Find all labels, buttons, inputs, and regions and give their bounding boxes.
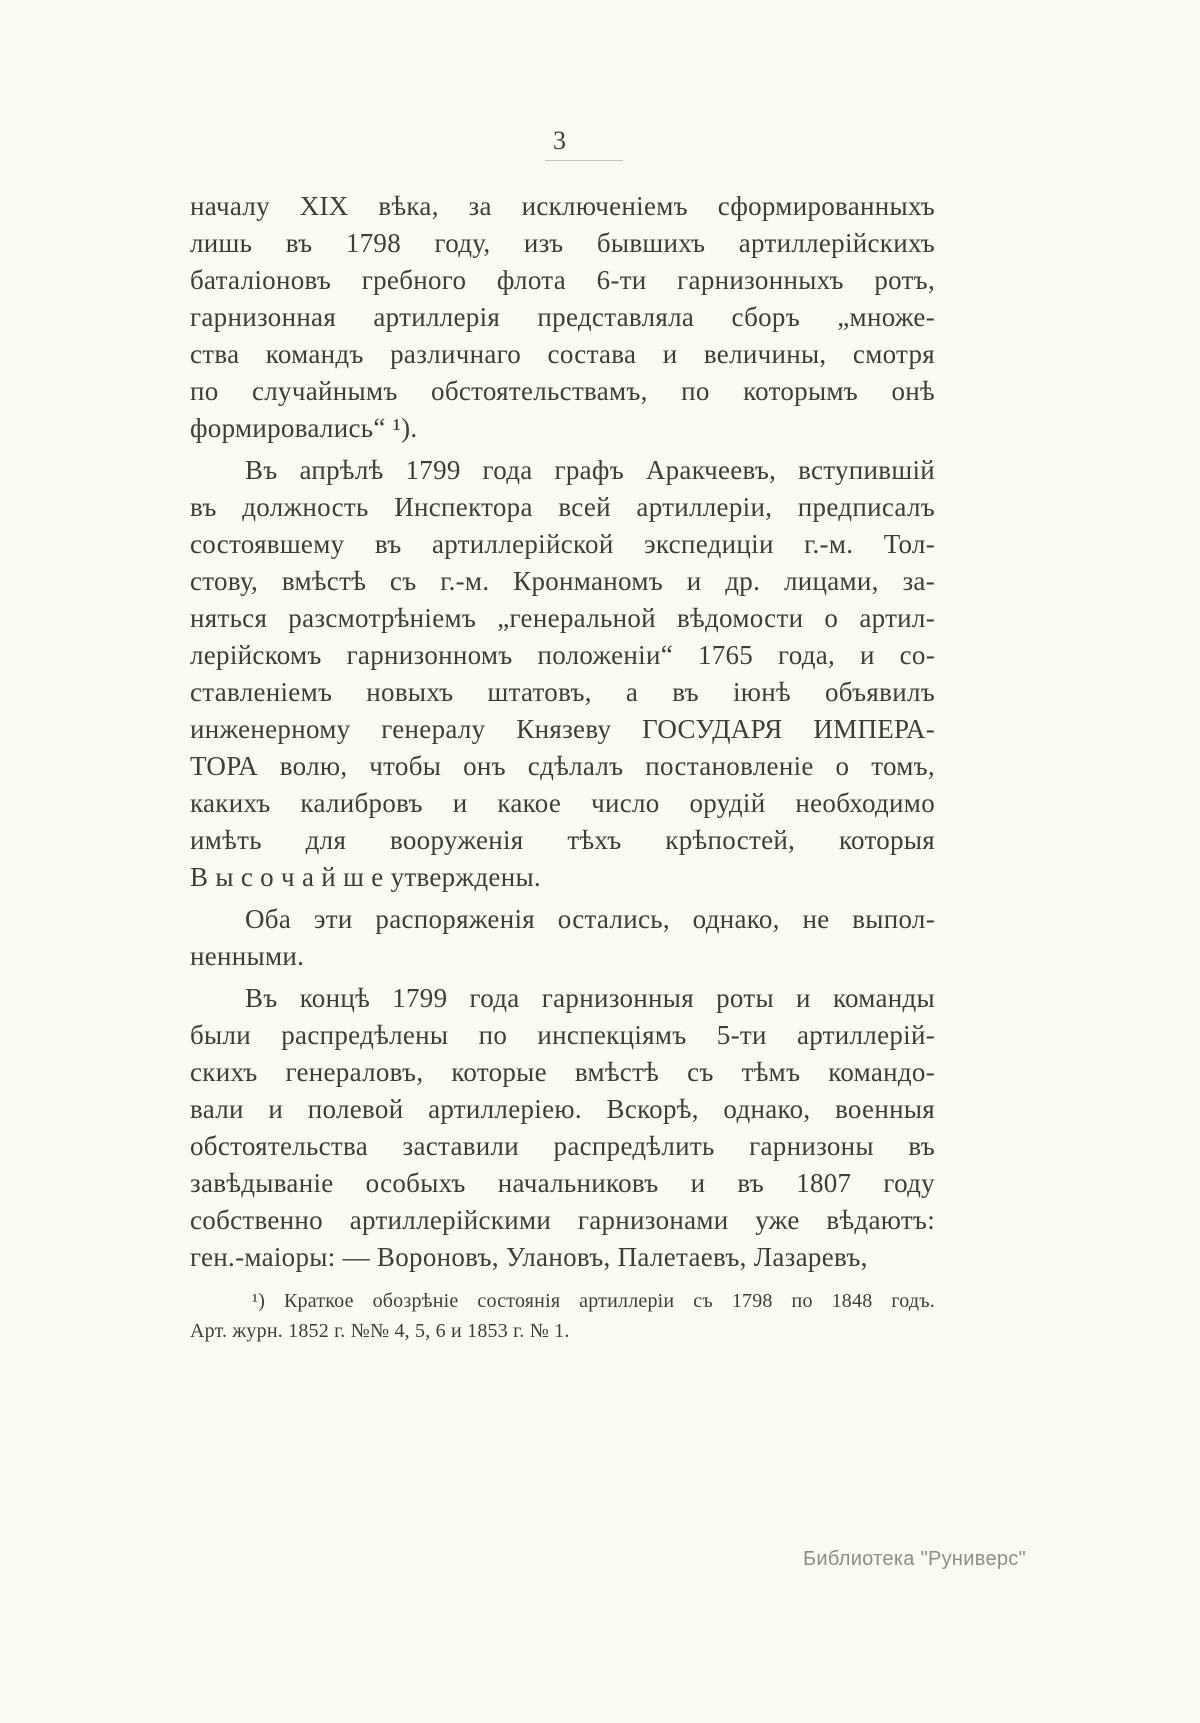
text-line: завѣдываніе особыхъ начальниковъ и въ 1807 году: [190, 1168, 935, 1198]
text-line: Въ апрѣлѣ 1799 года графъ Аракчеевъ, вступившій: [245, 455, 935, 485]
text-line: няться разсмотрѣніемъ „генеральной вѣдомости о артил-: [190, 603, 935, 633]
footnote: [190, 1286, 935, 1346]
text-line: имѣть для вооруженія тѣхъ крѣпостей, которыя: [190, 825, 935, 855]
watermark: Библиотека "Руниверс": [802, 1548, 1026, 1570]
text-line: стову, вмѣстѣ съ г.-м. Кронманомъ и др. лицами, за-: [190, 566, 935, 596]
paragraph: [190, 901, 935, 975]
text-line: обстоятельства заставили распредѣлить гарнизоны въ: [190, 1131, 935, 1161]
paragraph: [190, 980, 935, 1276]
paragraph: [190, 188, 935, 447]
text-line: состоявшему въ артиллерійской экспедиціи г.-м. Тол-: [190, 529, 935, 559]
text-line: формировались“ ¹).: [190, 413, 418, 443]
text-line: гарнизонная артиллерія представляла сборъ „множе-: [190, 302, 935, 332]
text-line: ства командъ различнаго состава и величины, смотря: [190, 339, 935, 369]
text-line: ¹) Краткое обозрѣніе состоянія артиллеріи съ 1798 по 1848 годъ.: [252, 1290, 935, 1312]
text-line: вали и полевой артиллеріею. Вскорѣ, однако, военныя: [190, 1094, 935, 1124]
text-line: были распредѣлены по инспекціямъ 5-ти артиллерій-: [190, 1020, 935, 1050]
text-line: ставленіемъ новыхъ штатовъ, а въ іюнѣ объявилъ: [190, 677, 935, 707]
text-line: баталіоновъ гребного флота 6-ти гарнизонныхъ ротъ,: [190, 265, 935, 295]
page-number: 3: [553, 126, 567, 155]
text-line: началу XIX вѣка, за исключеніемъ сформированныхъ: [190, 191, 935, 221]
text-line: инженерному генералу Князеву ГОСУДАРЯ ИМПЕРА-: [190, 714, 935, 744]
text-line: ген.-маіоры: — Вороновъ, Улановъ, Палетаевъ, Лазаревъ,: [190, 1242, 868, 1272]
text-line: Арт. журн. 1852 г. №№ 4, 5, 6 и 1853 г. № 1.: [190, 1320, 570, 1342]
text-line: собственно артиллерійскими гарнизонами уже вѣдаютъ:: [190, 1205, 935, 1235]
text-line: скихъ генераловъ, которые вмѣстѣ съ тѣмъ командо-: [190, 1057, 935, 1087]
text-line: лишь въ 1798 году, изъ бывшихъ артиллерійскихъ: [190, 228, 935, 258]
text-block: [190, 188, 935, 1281]
text-line: ненными.: [190, 941, 305, 971]
paragraph: [190, 452, 935, 896]
text-line: ТОРА волю, чтобы онъ сдѣлалъ постановленіе о томъ,: [190, 751, 935, 781]
text-line: Въ концѣ 1799 года гарнизонныя роты и команды: [245, 983, 935, 1013]
text-line: въ должность Инспектора всей артиллеріи, предписалъ: [190, 492, 935, 522]
text-line: В ы с о ч а й ш е утверждены.: [190, 862, 541, 892]
text-line: Оба эти распоряженія остались, однако, не выпол-: [245, 904, 935, 934]
text-line: по случайнымъ обстоятельствамъ, по которымъ онѣ: [190, 376, 935, 406]
header-rule: [545, 160, 623, 161]
text-line: какихъ калибровъ и какое число орудій необходимо: [190, 788, 935, 818]
text-line: лерійскомъ гарнизонномъ положеніи“ 1765 года, и со-: [190, 640, 935, 670]
